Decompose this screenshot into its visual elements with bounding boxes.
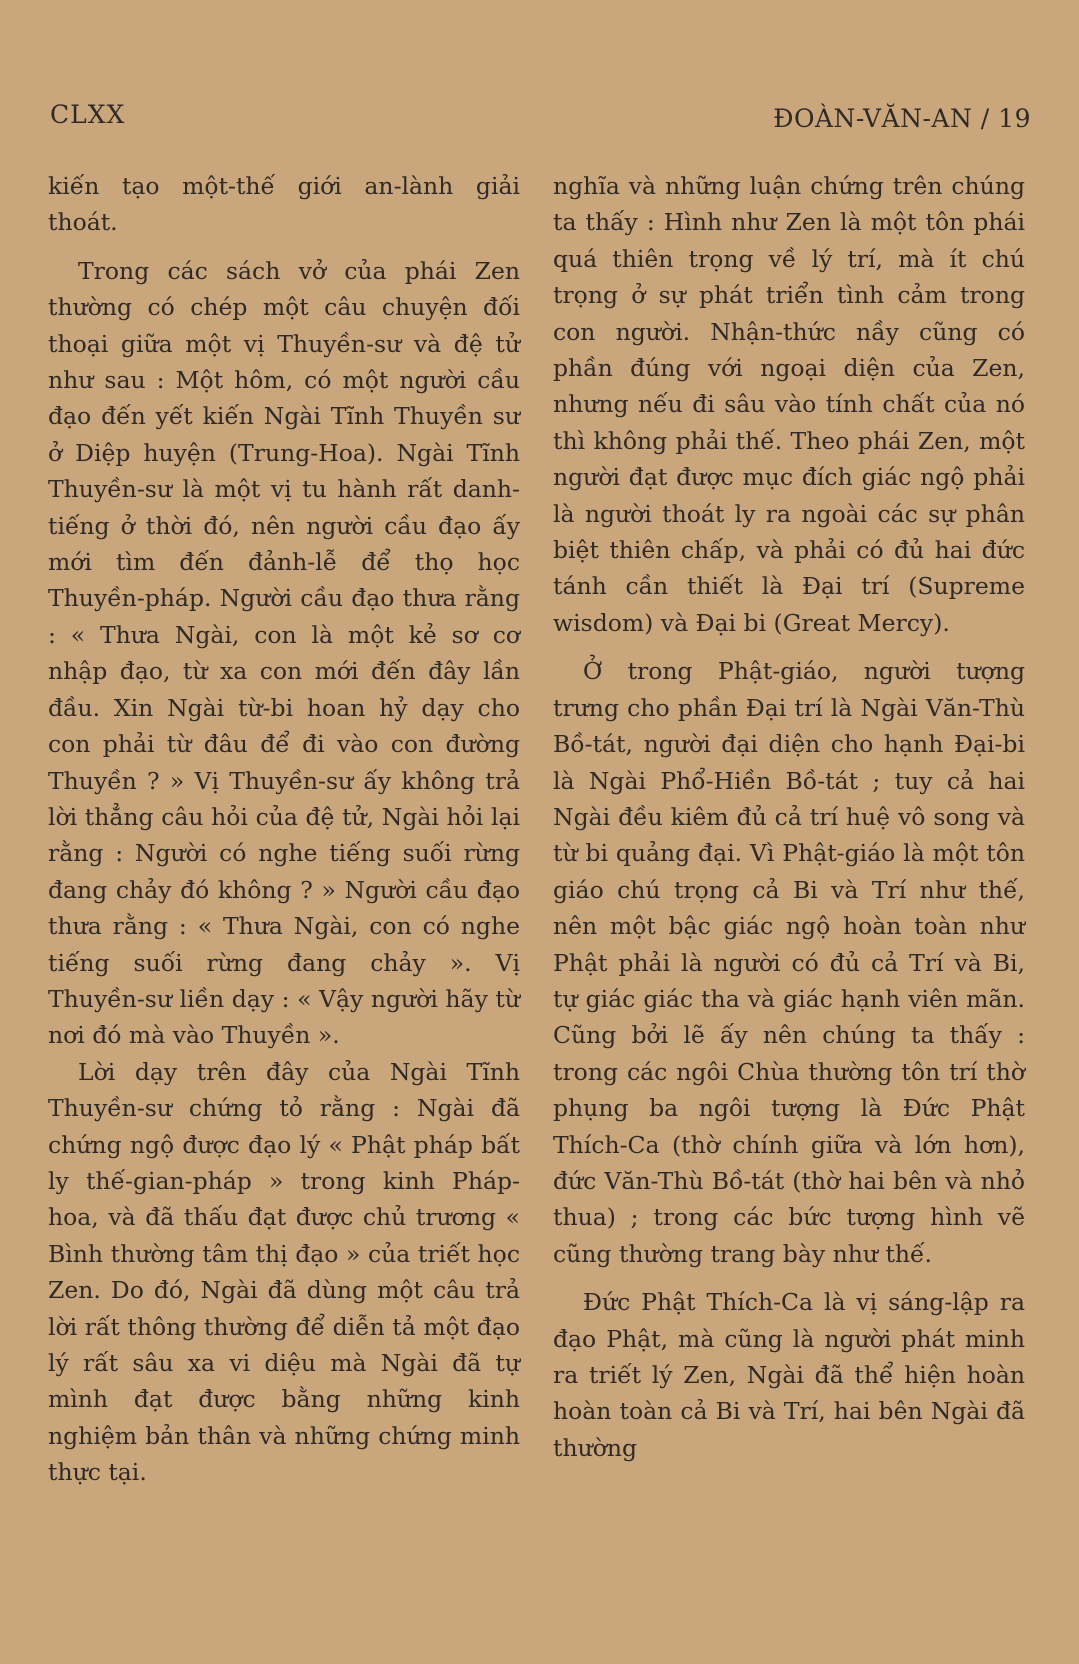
- paragraph: nghĩa và những luận chứng trên chúng ta thấy : Hình như Zen là một tôn phái quá thiên trọng về lý trí, mà ít chú trọng ở sự phát triển tình cảm trong con người. Nhận-thức nầy cũng có phần đúng với ngoại diện của Zen, nhưng nếu đi sâu vào tính chất của nó thì không phải thế. Theo phái Zen, một người đạt được mục đích giác ngộ phải là người thoát ly ra ngoài các sự phân biệt thiên chấp, và phải có đủ hai đức tánh cần thiết là Đại trí (Supreme wisdom) và Đại bi (Great Mercy).: [553, 172, 1025, 637]
- paragraph: Đức Phật Thích-Ca là vị sáng-lập ra đạo Phật, mà cũng là người phát minh ra triết lý Zen, Ngài đã thể hiện hoàn hoàn toàn cả Bi và Trí, hai bên Ngài đã thường: [553, 1288, 1025, 1462]
- running-header: ĐOÀN-VĂN-AN / 19: [773, 104, 1031, 133]
- paragraph: Trong các sách vở của phái Zen thường có chép một câu chuyện đối thoại giữa một vị Thuyền-sư và đệ tử như sau : Một hôm, có một người cầu đạo đến yết kiến Ngài Tĩnh Thuyền sư ở Diệp huyện (Trung-Hoa). Ngài Tĩnh Thuyền-sư là một vị tu hành rất danh-tiếng ở thời đó, nên người cầu đạo ấy mới tìm đến đảnh-lễ để thọ học Thuyền-pháp. Người cầu đạo thưa rằng : « Thưa Ngài, con là một kẻ sơ cơ nhập đạo, từ xa con mới đến đây lần đầu. Xin Ngài từ-bi hoan hỷ dạy cho con phải từ đâu để đi vào con đường Thuyền ? » Vị Thuyền-sư ấy không trả lời thẳng câu hỏi của đệ tử, Ngài hỏi lại rằng : Người có nghe tiếng suối rừng đang chảy đó không ? » Người cầu đạo thưa rằng : « Thưa Ngài, con có nghe tiếng suối rừng đang chảy ». Vị Thuyền-sư liền dạy : « Vậy người hãy từ nơi đó mà vào Thuyền ».: [48, 256, 520, 1050]
- paragraph: kiến tạo một-thế giới an-lành giải thoát.: [48, 172, 520, 237]
- left-column: [48, 168, 520, 1491]
- right-column: [553, 168, 1025, 1466]
- paragraph: Lời dạy trên đây của Ngài Tĩnh Thuyền-sư chứng tỏ rằng : Ngài đã chứng ngộ được đạo lý « Phật pháp bất ly thế-gian-pháp » trong kinh Pháp-hoa, và đã thấu đạt được chủ trương « Bình thường tâm thị đạo » của triết học Zen. Do đó, Ngài đã dùng một câu trả lời rất thông thường để diễn tả một đạo lý rất sâu xa vi diệu mà Ngài đã tự mình đạt được bằng những kinh nghiệm bản thân và những chứng minh thực tại.: [48, 1057, 520, 1487]
- paragraph: Ở trong Phật-giáo, người tượng trưng cho phần Đại trí là Ngài Văn-Thù Bồ-tát, người đại diện cho hạnh Đại-bi là Ngài Phổ-Hiền Bồ-tát ; tuy cả hai Ngài đều kiêm đủ cả trí huệ vô song và từ bi quảng đại. Vì Phật-giáo là một tôn giáo chú trọng cả Bi và Trí như thế, nên một bậc giác ngộ hoàn toàn như Phật phải là người có đủ cả Trí và Bi, tự giác giác tha và giác hạnh viên mãn. Cũng bởi lẽ ấy nên chúng ta thấy : trong các ngôi Chùa thường tôn trí thờ phụng ba ngôi tượng là Đức Phật Thích-Ca (thờ chính giữa và lớn hơn), đức Văn-Thù Bồ-tát (thờ hai bên và nhỏ thua) ; trong các bức tượng hình vẽ cũng thường trang bày như thế.: [553, 657, 1025, 1268]
- section-number: CLXX: [50, 100, 126, 129]
